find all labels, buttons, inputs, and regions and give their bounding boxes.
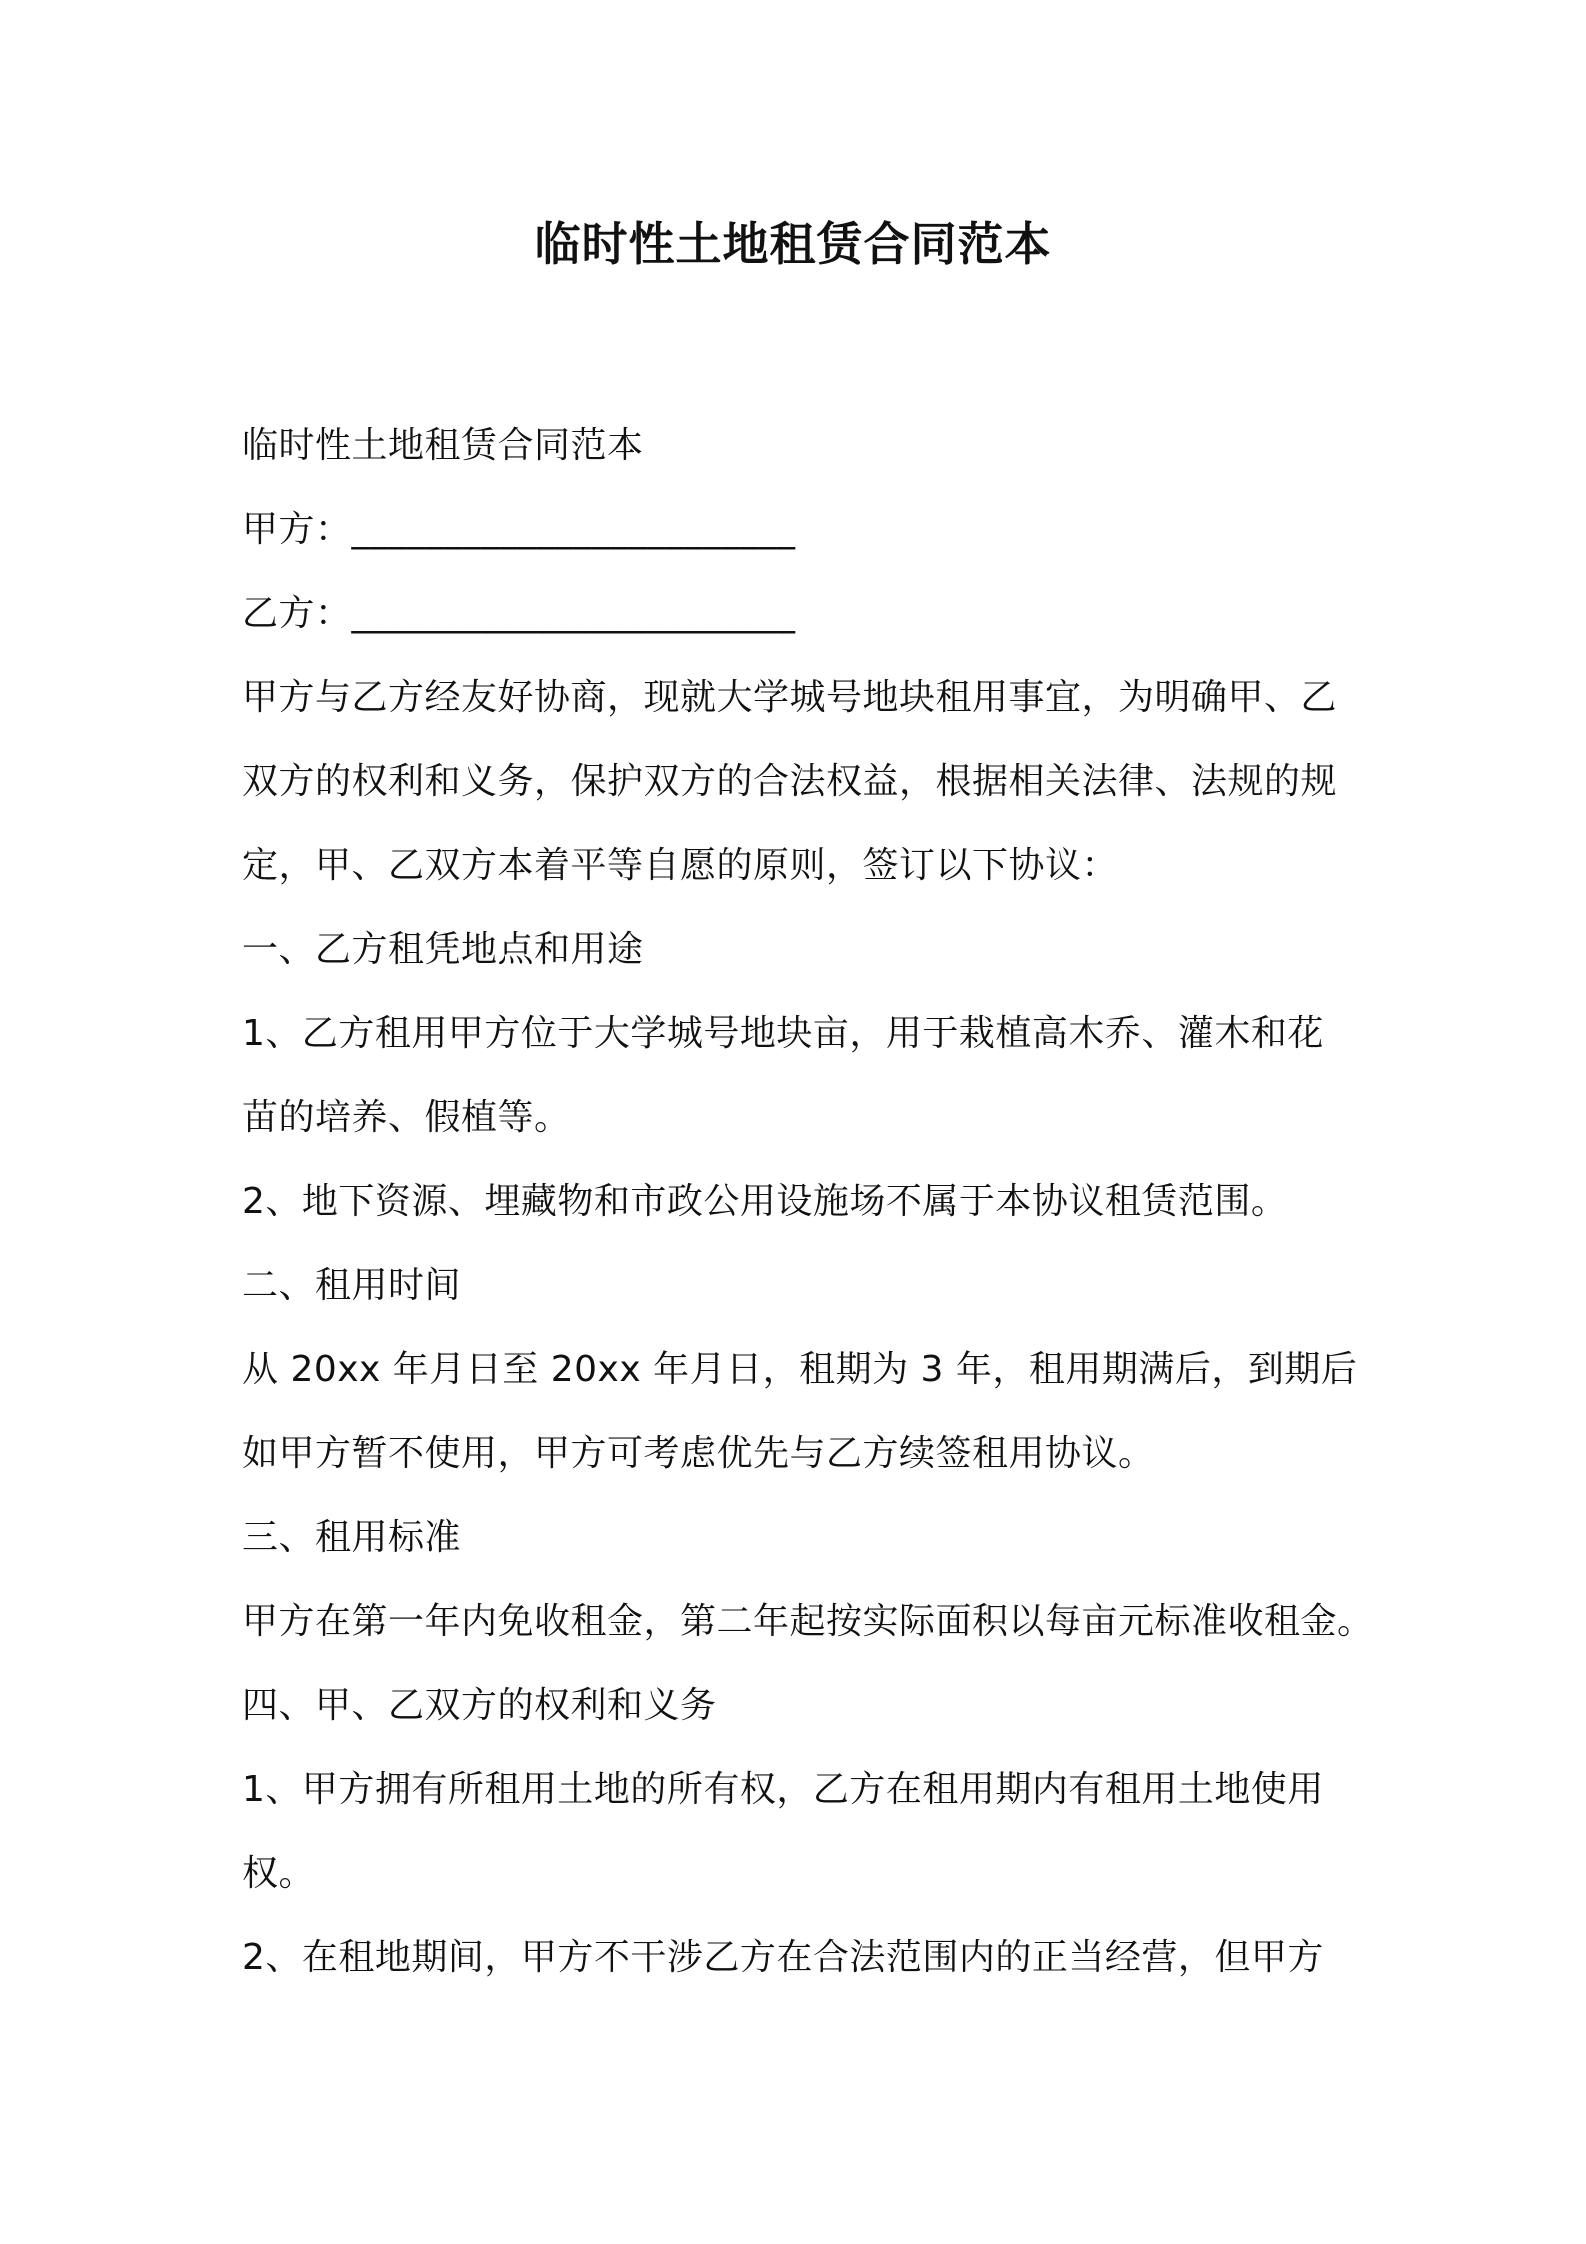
paragraph-line: 定，甲、乙双方本着平等自愿的原则，签订以下协议：: [242, 845, 1119, 886]
section-heading: 一、乙方租凭地点和用途: [242, 929, 644, 970]
paragraph-line: 苗的培养、假植等。: [242, 1097, 571, 1138]
section-heading: 四、甲、乙双方的权利和义务: [242, 1685, 717, 1726]
paragraph-line: 1、甲方拥有所租用土地的所有权，乙方在租用期内有租用土地使用: [242, 1769, 1324, 1810]
paragraph-line: 1、乙方租用甲方位于大学城号地块亩，用于栽植高木乔、灌木和花: [242, 1013, 1324, 1054]
paragraph-line: 甲方在第一年内免收租金，第二年起按实际面积以每亩元标准收租金。: [242, 1601, 1374, 1642]
party-a-line: 甲方：________________________: [242, 509, 796, 550]
paragraph-line: 从 20xx 年月日至 20xx 年月日，租期为 3 年，租用期满后，到期后: [242, 1349, 1358, 1390]
document-body: [242, 404, 1374, 2000]
paragraph-line: 2、地下资源、埋藏物和市政公用设施场不属于本协议租赁范围。: [242, 1181, 1288, 1222]
paragraph-line: 如甲方暂不使用，甲方可考虑优先与乙方续签租用协议。: [242, 1433, 1155, 1474]
paragraph-line: 双方的权利和义务，保护双方的合法权益，根据相关法律、法规的规: [242, 761, 1338, 802]
party-b-line: 乙方：________________________: [242, 593, 796, 634]
section-heading: 二、租用时间: [242, 1265, 462, 1306]
paragraph-line: 2、在租地期间，甲方不干涉乙方在合法范围内的正当经营，但甲方: [242, 1937, 1324, 1978]
section-heading: 三、租用标准: [242, 1517, 462, 1558]
paragraph-line: 权。: [242, 1853, 316, 1894]
document-title: 临时性土地租赁合同范本: [534, 217, 1052, 271]
subtitle-line: 临时性土地租赁合同范本: [242, 425, 644, 466]
paragraph-line: 甲方与乙方经友好协商，现就大学城号地块租用事宜，为明确甲、乙: [242, 677, 1338, 718]
